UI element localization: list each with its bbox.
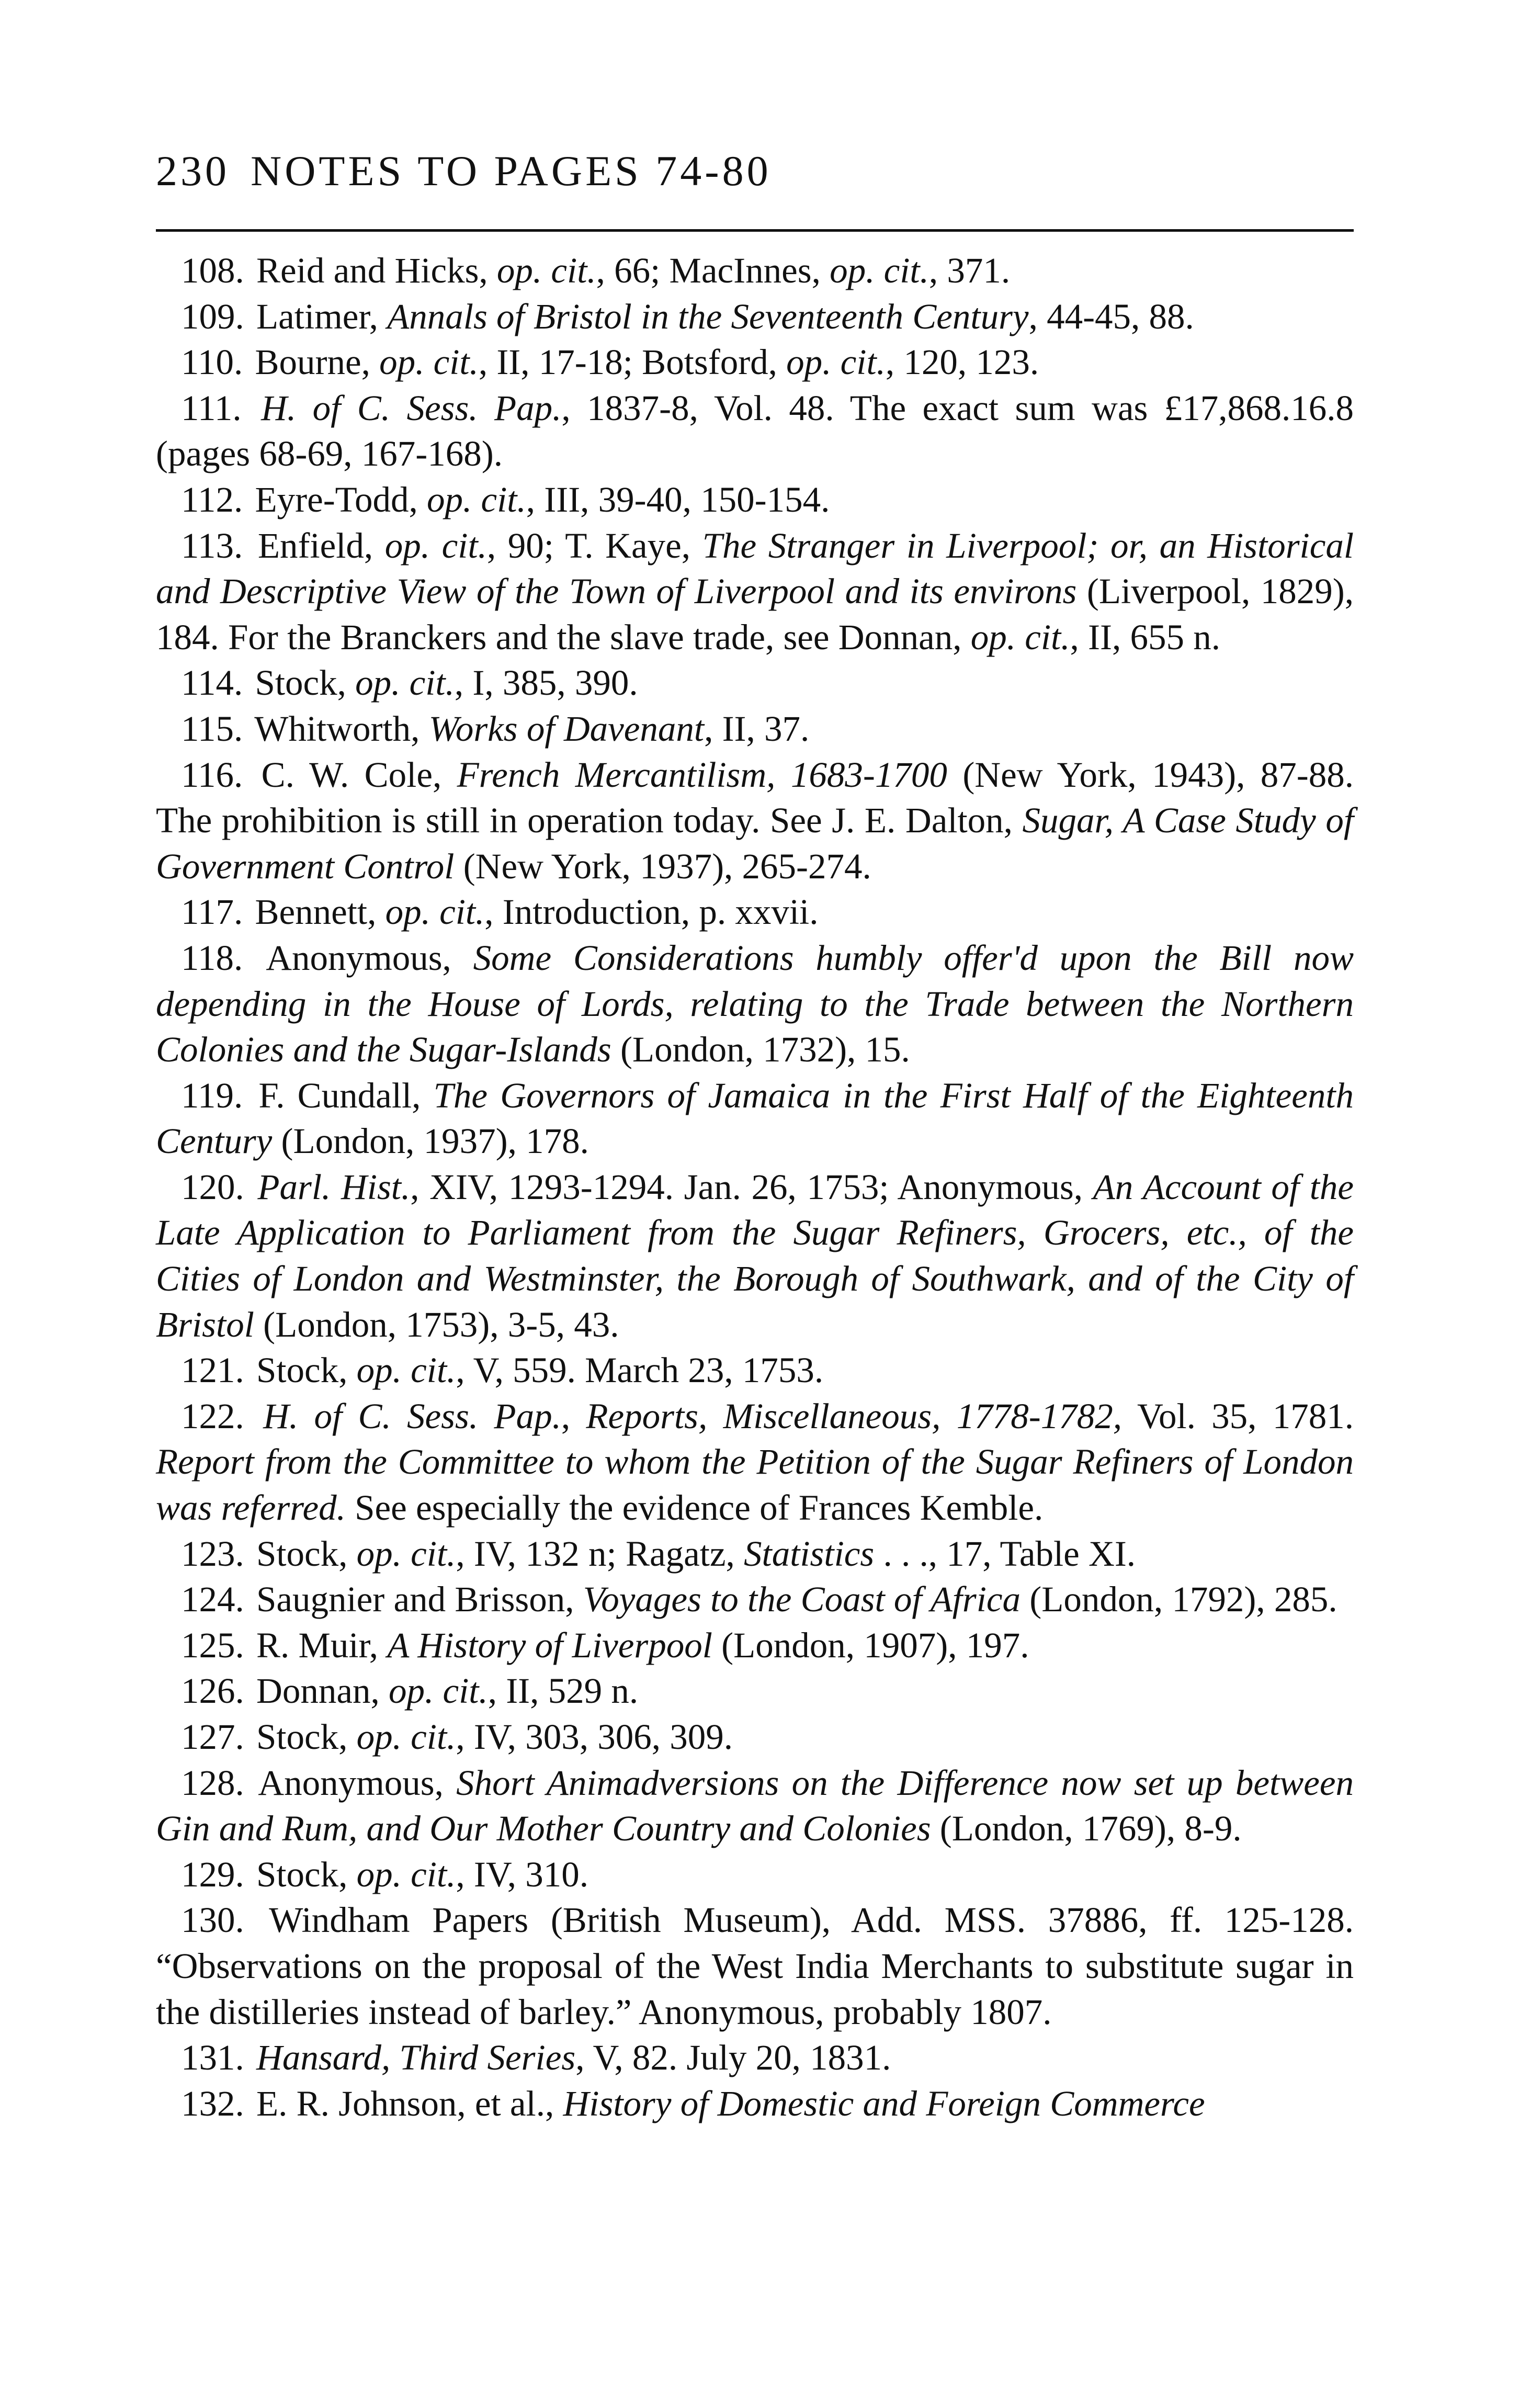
endnote-italic-text: op. cit. <box>384 525 487 566</box>
endnote-number: 131. <box>181 2038 244 2078</box>
endnote-text: , IV, 132 n; Ragatz, <box>456 1533 744 1574</box>
endnote-text: Stock, <box>256 1717 357 1757</box>
endnote-number: 110. <box>181 342 243 382</box>
endnote-text: , XIV, 1293-1294. Jan. 26, 1753; Anonymous, <box>410 1167 1093 1207</box>
endnote <box>156 340 1354 386</box>
endnote <box>156 752 1354 890</box>
endnote <box>156 1348 1354 1394</box>
endnote-number: 111. <box>181 388 242 428</box>
endnote-text: (London, 1769), 8-9. <box>931 1808 1242 1849</box>
endnote-text: Saugnier and Brisson, <box>256 1579 583 1620</box>
endnote-text: , II, 37. <box>704 708 810 749</box>
endnote-italic-text: Short Animadversions on the Difference now set up between Gin and Rum, and Our Mother Country and Colonies <box>156 1762 1354 1849</box>
endnote-text: (London, 1792), 285. <box>1021 1579 1337 1620</box>
endnote-italic-text: A History of Liverpool <box>387 1625 712 1665</box>
endnote-italic-text: op. cit. <box>356 1350 456 1390</box>
endnote-text: (London, 1907), 197. <box>712 1625 1029 1665</box>
endnotes-list <box>156 248 1354 2127</box>
endnote-italic-text: Sugar, A Case Study of Government Control <box>156 800 1354 886</box>
endnote-text: , <box>561 1396 586 1436</box>
endnote <box>156 1897 1354 2035</box>
endnote-text: Donnan, <box>256 1671 389 1711</box>
endnote-text: Latimer, <box>256 296 388 336</box>
endnote-text: See especially the evidence of Frances Kemble. <box>345 1488 1044 1528</box>
endnote <box>156 1714 1354 1760</box>
endnote-italic-text: op. cit. <box>970 617 1070 657</box>
endnote <box>156 2081 1354 2127</box>
endnote-text: Whitworth, <box>254 708 429 749</box>
endnote-number: 108. <box>181 251 244 290</box>
endnote-text: (London, 1937), 178. <box>272 1121 589 1161</box>
endnote-text: , 371. <box>928 251 1011 290</box>
endnote-number: 117. <box>181 892 243 932</box>
endnote-italic-text: op. cit. <box>356 1854 456 1894</box>
endnote-text: . . ., 17, Table XI. <box>874 1533 1136 1574</box>
endnote-italic-text: op. cit. <box>830 251 929 290</box>
endnote <box>156 935 1354 1073</box>
header-rule <box>156 229 1354 232</box>
endnote-italic-text: Report from the Committee to whom the Petition of the Sugar Refiners of London was referred. <box>156 1442 1354 1528</box>
endnote-italic-text: op. cit. <box>786 342 886 382</box>
endnote-number: 128. <box>181 1762 244 1803</box>
endnote-text: (Liverpool, 1829), 184. For the Branckers and the slave trade, see Donnan, <box>156 571 1354 657</box>
endnote-text: , 66; MacInnes, <box>596 251 830 290</box>
endnote-text: , IV, 310. <box>456 1854 589 1894</box>
endnote-italic-text: Parl. Hist. <box>257 1167 411 1207</box>
endnote-text: R. Muir, <box>256 1625 388 1665</box>
endnote-number: 121. <box>181 1350 244 1390</box>
endnote-text: , I, 385, 390. <box>454 663 638 703</box>
endnote-text: , II, 529 n. <box>488 1671 639 1711</box>
endnote-italic-text: H. of C. Sess. Pap. <box>261 388 562 428</box>
endnote-italic-text: An Account of the Late Application to Parliament from the Sugar Refiners, Grocers, etc., of the Cities of London and Westminster, the Borough of Southwark, and of the City of Bristol <box>156 1167 1354 1344</box>
endnote-text: Eyre-Todd, <box>255 479 427 519</box>
endnote-text: Stock, <box>255 663 356 703</box>
endnote-italic-text: Annals of Bristol in the Seventeenth Century <box>387 296 1029 336</box>
endnote <box>156 1577 1354 1623</box>
endnote-text: (London, 1753), 3-5, 43. <box>254 1304 619 1344</box>
endnote <box>156 2035 1354 2081</box>
endnote-italic-text: Statistics <box>744 1533 875 1574</box>
endnote-text: F. Cundall, <box>258 1075 434 1115</box>
endnote <box>156 1623 1354 1669</box>
endnote-text: Reid and Hicks, <box>256 251 497 290</box>
endnote-italic-text: Reports, Miscellaneous, 1778-1782, <box>586 1396 1122 1436</box>
endnote-text: , 1837-8, Vol. 48. The exact sum was £17,868.16.8 (pages 68-69, 167-168). <box>156 388 1354 474</box>
endnote-number: 119. <box>181 1075 243 1115</box>
endnote-text: (New York, 1943), 87-88. The prohibition is still in operation today. See J. E. Dalton, <box>156 754 1354 841</box>
endnote-number: 118. <box>181 937 243 978</box>
endnote-text: Bennett, <box>255 892 386 932</box>
endnote-italic-text: Voyages to the Coast of Africa <box>583 1579 1021 1620</box>
endnote-text: Stock, <box>256 1350 357 1390</box>
endnote-italic-text: H. of C. Sess. Pap. <box>263 1396 561 1436</box>
endnote-italic-text: op. cit. <box>356 1717 456 1757</box>
endnote-text: C. W. Cole, <box>261 754 457 795</box>
endnote-number: 113. <box>181 525 243 566</box>
page-number: 230 <box>156 147 230 195</box>
endnote-text: Anonymous, <box>266 937 473 978</box>
endnote-italic-text: Some Considerations humbly offer'd upon the Bill now depending in the House of Lords, relating to the Trade between the Northern Colonies and the Sugar-Islands <box>156 937 1354 1070</box>
endnote-text: (New York, 1937), 265-274. <box>454 846 871 886</box>
endnote-italic-text: The Stranger in Liverpool; or, an Historical and Descriptive View of the Town of Liverpool and its environs <box>156 525 1354 612</box>
running-head-title: NOTES TO PAGES 74-80 <box>251 147 772 195</box>
endnote-number: 132. <box>181 2083 244 2123</box>
endnote-text: , V, 559. March 23, 1753. <box>456 1350 824 1390</box>
endnote-number: 109. <box>181 296 244 336</box>
endnote-number: 126. <box>181 1671 244 1711</box>
endnote-text: Windham Papers (British Museum), Add. MSS. 37886, ff. 125-128. “Observations on the proposal of the West India Merchants to substitute sugar in the distilleries instead of barley.” Anonymous, probably 1807. <box>156 1900 1354 2032</box>
endnote-number: 115. <box>181 708 243 749</box>
endnote-text: , II, 655 n. <box>1070 617 1220 657</box>
endnote <box>156 386 1354 477</box>
endnote-text: Stock, <box>256 1533 357 1574</box>
endnote-text: , V, 82. July 20, 1831. <box>575 2038 891 2078</box>
endnote-italic-text: op. cit. <box>427 479 526 519</box>
endnote-italic-text: op. cit. <box>388 1671 488 1711</box>
endnote-text: , 90; T. Kaye, <box>486 525 702 566</box>
endnote <box>156 1852 1354 1898</box>
endnote <box>156 1073 1354 1165</box>
running-head <box>156 147 772 195</box>
endnote-number: 114. <box>181 663 243 703</box>
endnote-number: 130. <box>181 1900 244 1940</box>
endnote-text: , IV, 303, 306, 309. <box>456 1717 733 1757</box>
endnote-italic-text: op. cit. <box>496 251 596 290</box>
endnote-text: , 44-45, 88. <box>1028 296 1194 336</box>
endnote <box>156 477 1354 523</box>
endnote-italic-text: Works of Davenant <box>428 708 705 749</box>
endnote-italic-text: History of Domestic and Foreign Commerce <box>563 2083 1205 2123</box>
endnote-text: , Introduction, p. xxvii. <box>484 892 819 932</box>
endnote-number: 120. <box>181 1167 244 1207</box>
endnote <box>156 1394 1354 1531</box>
endnote-number: 124. <box>181 1579 244 1620</box>
endnote-text: Bourne, <box>255 342 380 382</box>
endnote-italic-text: op. cit. <box>385 892 485 932</box>
endnote-number: 122. <box>181 1396 244 1436</box>
endnote-number: 123. <box>181 1533 244 1574</box>
endnote-text: Stock, <box>256 1854 357 1894</box>
endnote <box>156 248 1354 294</box>
endnote-italic-text: op. cit. <box>355 663 455 703</box>
endnote <box>156 1668 1354 1714</box>
endnote <box>156 660 1354 706</box>
endnote-italic-text: French Mercantilism, 1683-1700 <box>457 754 947 795</box>
endnote-number: 125. <box>181 1625 244 1665</box>
endnote <box>156 889 1354 935</box>
endnote <box>156 294 1354 340</box>
endnote-text: Anonymous, <box>258 1762 457 1803</box>
endnote-italic-text: The Governors of Jamaica in the First Half of the Eighteenth Century <box>156 1075 1354 1161</box>
endnote <box>156 1531 1354 1577</box>
endnote <box>156 523 1354 661</box>
endnote-italic-text: Hansard, Third Series <box>256 2038 576 2078</box>
endnote-number: 127. <box>181 1717 244 1757</box>
endnote-text: , III, 39-40, 150-154. <box>526 479 830 519</box>
endnote-number: 116. <box>181 754 243 795</box>
endnote-text: E. R. Johnson, et al., <box>256 2083 563 2123</box>
endnote-text: (London, 1732), 15. <box>611 1030 910 1070</box>
endnote <box>156 1760 1354 1852</box>
endnote-text: , II, 17-18; Botsford, <box>478 342 787 382</box>
endnote-number: 112. <box>181 479 243 519</box>
endnote-number: 129. <box>181 1854 244 1894</box>
endnote-text: , 120, 123. <box>885 342 1039 382</box>
endnote-italic-text: op. cit. <box>356 1533 456 1574</box>
endnote-italic-text: op. cit. <box>379 342 479 382</box>
endnote <box>156 1165 1354 1348</box>
endnote <box>156 706 1354 752</box>
endnote-text: Enfield, <box>257 525 385 566</box>
endnote-text: Vol. 35, 1781. <box>1121 1396 1354 1436</box>
